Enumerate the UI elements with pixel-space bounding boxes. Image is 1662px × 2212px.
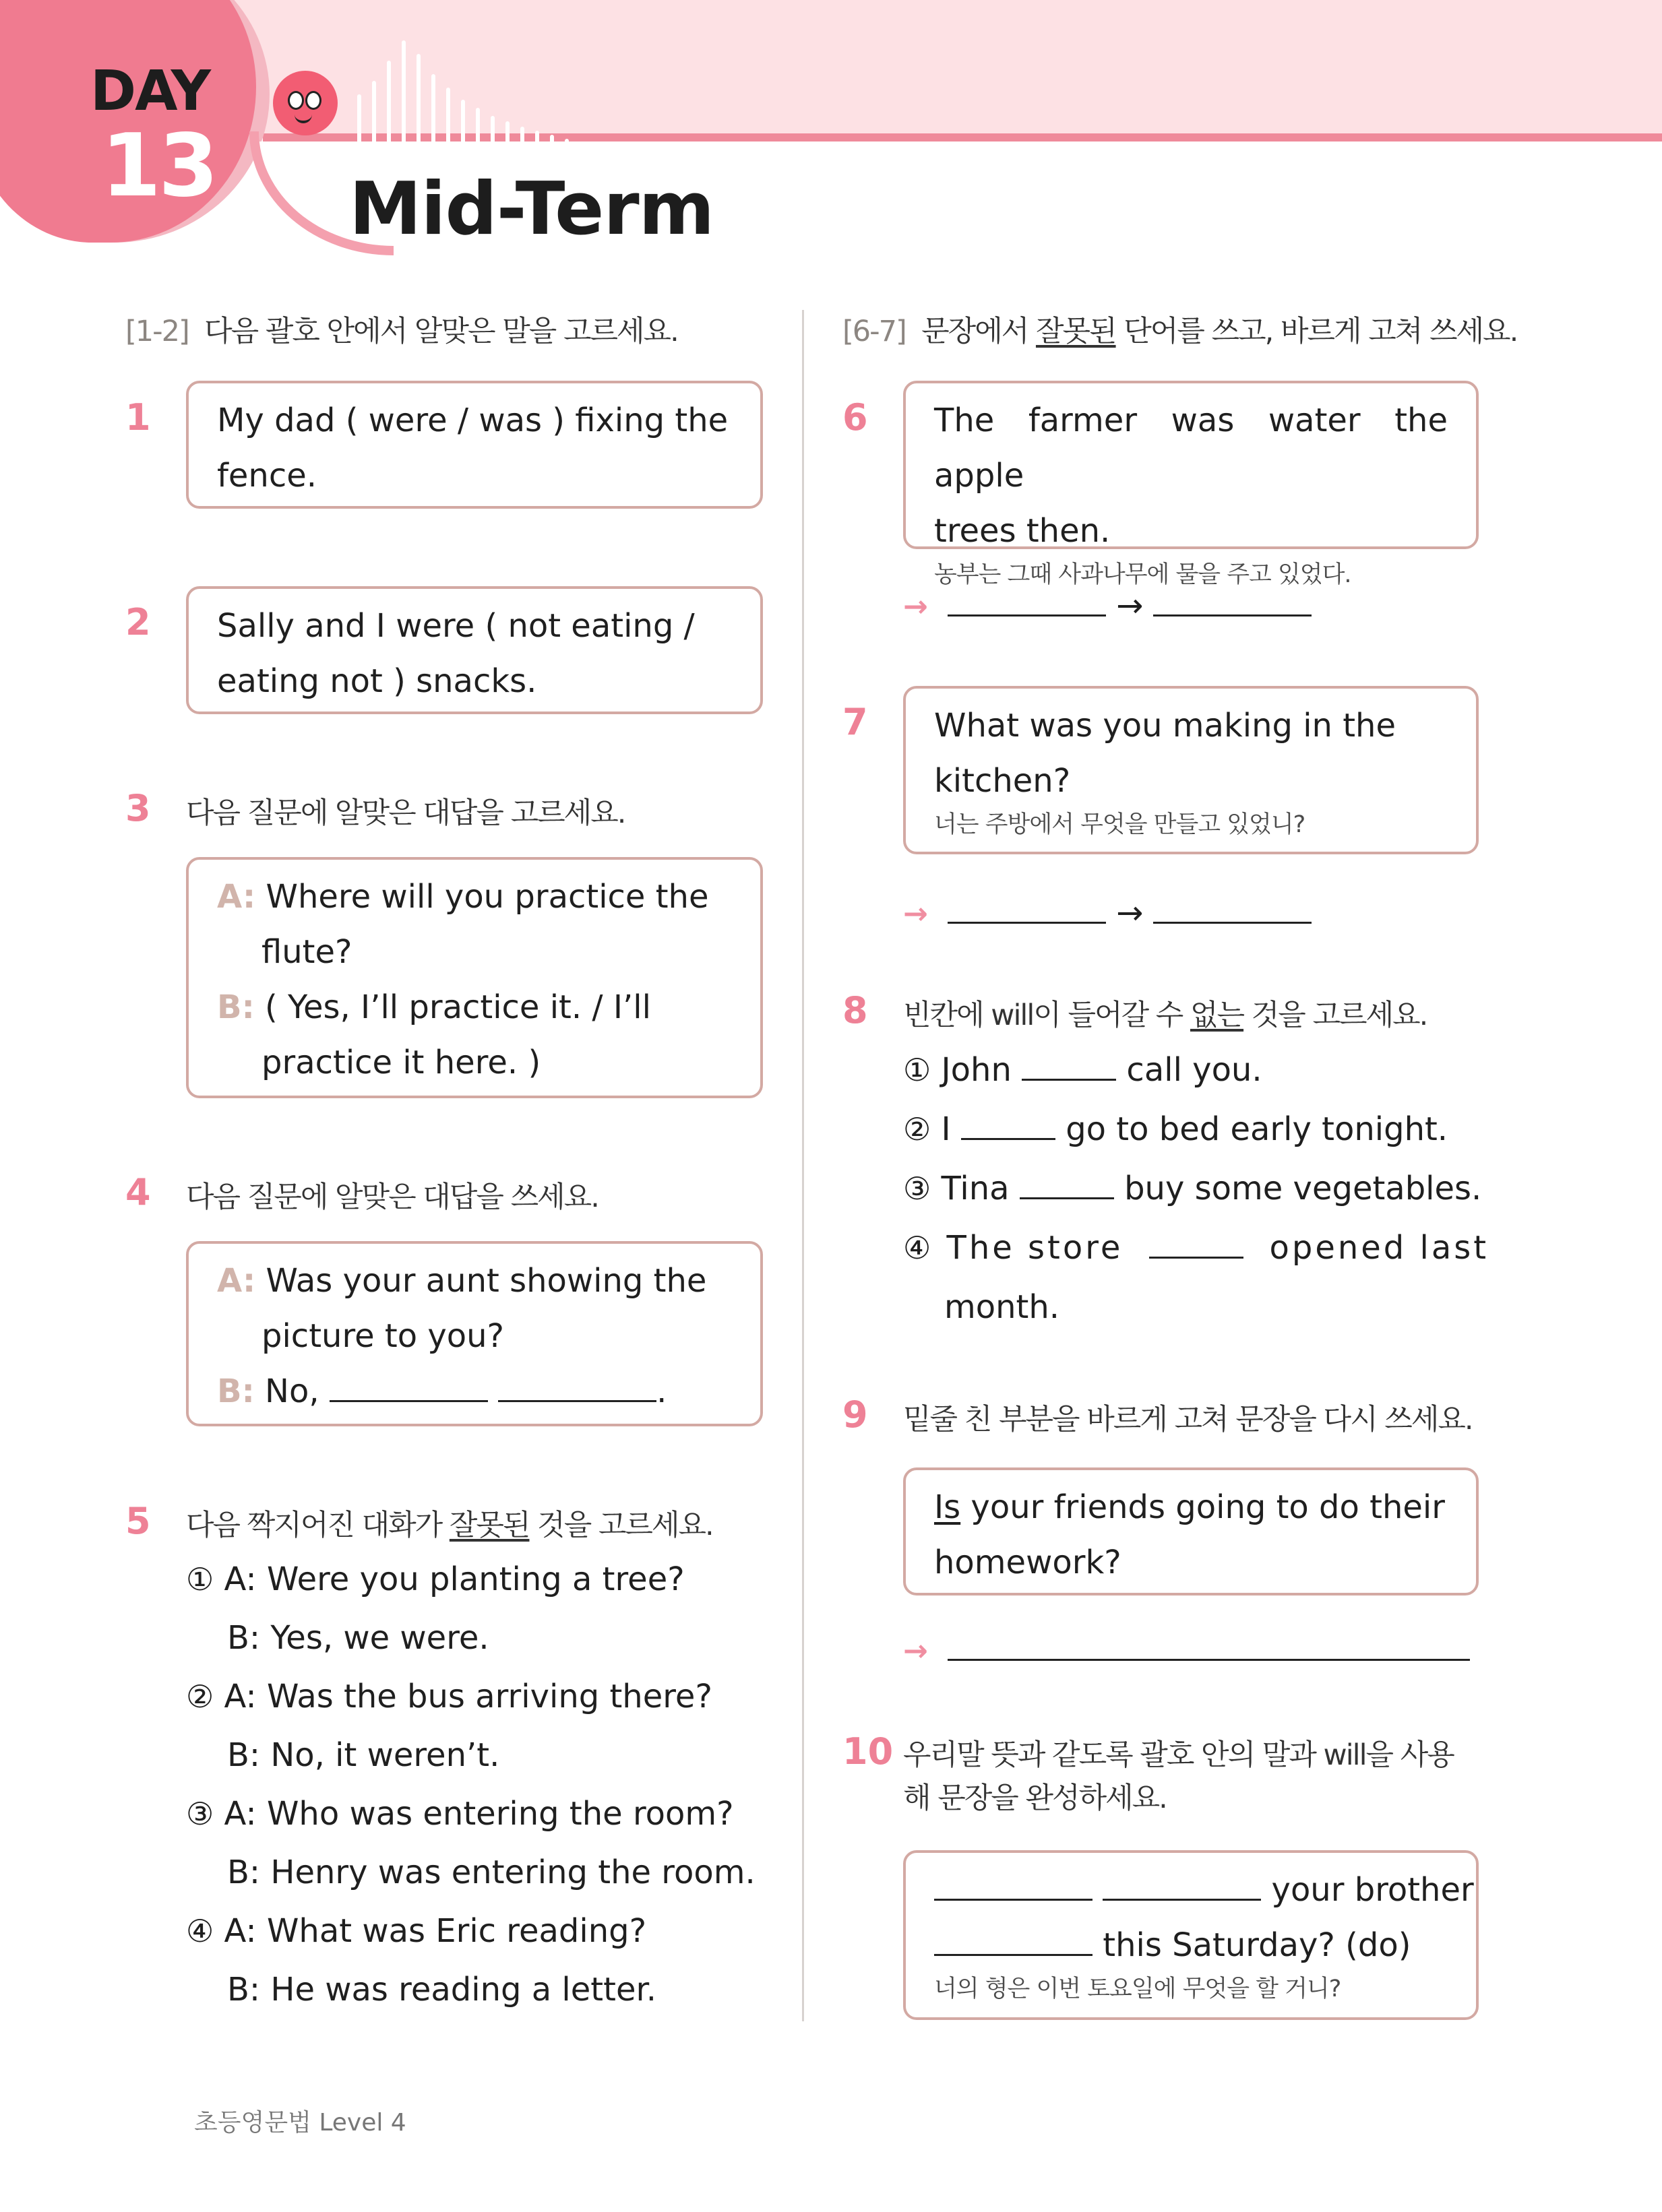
q4-instruction: 다음 질문에 알맞은 대답을 쓰세요. xyxy=(186,1180,598,1214)
q6-line2: trees then. xyxy=(934,512,1111,550)
question-number-10: 10 xyxy=(842,1730,894,1773)
answer-blank[interactable] xyxy=(498,1400,656,1402)
q7-line2: kitchen? xyxy=(934,762,1071,800)
q8-option-3[interactable]: ③ Tina buy some vegetables. xyxy=(903,1170,1482,1207)
q7-line1: What was you making in the xyxy=(934,707,1396,745)
q9-line1: your friends going to do their xyxy=(960,1488,1445,1526)
q2-line2: eating not ) snacks. xyxy=(217,662,537,700)
q9-underlined: Is xyxy=(934,1488,961,1526)
q5-options xyxy=(186,1560,756,2029)
q7-answer-row: → → xyxy=(903,888,1312,932)
q3-a-line1: Where will you practice the xyxy=(266,878,709,916)
instruction-6-7: [6-7] 문장에서 잘못된 단어를 쓰고, 바르게 고쳐 쓰세요. xyxy=(842,315,1518,348)
question-1-box xyxy=(186,381,763,509)
question-9-box xyxy=(903,1467,1479,1595)
speaker-a-label: A: xyxy=(217,878,256,916)
answer-blank[interactable] xyxy=(948,1625,1470,1661)
answer-blank[interactable] xyxy=(1153,888,1312,924)
q5-option-1[interactable]: ① A: Were you planting a tree? xyxy=(186,1560,685,1598)
q1-line1: My dad ( were / was ) fixing the xyxy=(217,402,729,439)
q8-option-2[interactable]: ② I go to bed early tonight. xyxy=(903,1110,1448,1148)
q3-b-line1: ( Yes, I’ll practice it. / I’ll xyxy=(265,988,651,1026)
footer-text: 초등영문법 Level 4 xyxy=(194,2109,406,2137)
answer-blank[interactable] xyxy=(934,1899,1092,1901)
question-4-box: A: Was your aunt showing the picture to you? B: No, . xyxy=(186,1241,763,1426)
q10-line1-end: your brother xyxy=(1271,1871,1474,1909)
question-number-1: 1 xyxy=(125,396,151,439)
question-6-box xyxy=(903,381,1479,588)
q2-line1: Sally and I were ( not eating / xyxy=(217,607,695,645)
q9-answer-row xyxy=(903,1625,1470,1668)
day-number: 13 xyxy=(101,116,216,216)
q5-option-2[interactable]: ② A: Was the bus arriving there? xyxy=(186,1678,712,1715)
speaker-a-label: A: xyxy=(217,1262,256,1300)
q5-option-1-reply: B: Yes, we were. xyxy=(227,1619,489,1657)
q5-option-4[interactable]: ④ A: What was Eric reading? xyxy=(186,1912,647,1950)
q3-instruction: 다음 질문에 알맞은 대답을 고르세요. xyxy=(186,796,625,830)
q4-a-line1: Was your aunt showing the xyxy=(266,1262,707,1300)
arrow-icon: → xyxy=(903,1634,928,1668)
question-number-7: 7 xyxy=(842,701,868,743)
q6-answer-row: → → xyxy=(903,581,1312,625)
question-number-8: 8 xyxy=(842,989,868,1032)
q5-option-4-reply: B: He was reading a letter. xyxy=(227,1971,657,2009)
question-3-box xyxy=(186,857,763,1098)
mascot-eye-icon xyxy=(288,91,304,110)
q5-instruction: 다음 짝지어진 대화가 잘못된 것을 고르세요. xyxy=(186,1509,713,1542)
answer-blank[interactable] xyxy=(1103,1899,1261,1901)
mascot-icon xyxy=(273,71,338,135)
mascot-eye-icon xyxy=(305,91,321,110)
q6-line1: The farmer was water the apple xyxy=(934,402,1448,495)
q10-korean: 너의 형은 이번 토요일에 무엇을 할 거니? xyxy=(934,1976,1341,2002)
answer-blank[interactable] xyxy=(1153,581,1312,617)
q10-line2-end: this Saturday? (do) xyxy=(1103,1926,1411,1964)
question-number-9: 9 xyxy=(842,1393,868,1436)
q10-instruction: 우리말 뜻과 같도록 괄호 안의 말과 will을 사용 해 문장을 완성하세요. xyxy=(903,1738,1454,1815)
q3-b-line2: practice it here. ) xyxy=(261,1044,541,1081)
q8-option-4-cont: month. xyxy=(944,1288,1060,1326)
answer-blank[interactable] xyxy=(934,1954,1092,1956)
q4-b-text: No, xyxy=(265,1372,319,1410)
question-7-box xyxy=(903,686,1479,854)
q4-a-line2: picture to you? xyxy=(261,1317,505,1355)
column-divider xyxy=(802,310,804,2021)
answer-blank[interactable] xyxy=(948,888,1106,924)
q5-option-3[interactable]: ③ A: Who was entering the room? xyxy=(186,1795,734,1833)
answer-blank[interactable] xyxy=(948,581,1106,617)
q8-options xyxy=(903,1051,1489,1348)
q8-option-1[interactable]: ① John call you. xyxy=(903,1051,1262,1089)
arrow-icon: → xyxy=(903,897,928,931)
question-number-4: 4 xyxy=(125,1171,151,1213)
arrow-icon: → xyxy=(903,590,928,624)
question-number-6: 6 xyxy=(842,396,868,439)
instruction-1-2: [1-2] 다음 괄호 안에서 알맞은 말을 고르세요. xyxy=(125,315,678,348)
q8-option-4[interactable]: ④ The store opened last xyxy=(903,1229,1489,1267)
q1-line2: fence. xyxy=(217,457,317,495)
q8-instruction: 빈칸에 will이 들어갈 수 없는 것을 고르세요. xyxy=(903,999,1427,1032)
question-number-5: 5 xyxy=(125,1500,151,1542)
mascot-mouth-icon xyxy=(295,114,312,123)
question-10-box xyxy=(903,1850,1479,2020)
day-label: DAY xyxy=(90,59,210,123)
q5-option-2-reply: B: No, it weren’t. xyxy=(227,1736,500,1774)
answer-blank[interactable] xyxy=(330,1400,488,1402)
q3-a-line2: flute? xyxy=(261,933,352,971)
speaker-b-label: B: xyxy=(217,988,255,1026)
q6-korean: 농부는 그때 사과나무에 물을 주고 있었다. xyxy=(934,561,1351,588)
page-title: Mid-Term xyxy=(349,167,714,251)
header-rule xyxy=(263,133,1662,141)
q5-option-3-reply: B: Henry was entering the room. xyxy=(227,1854,756,1891)
speaker-b-label: B: xyxy=(217,1372,255,1410)
q7-korean: 너는 주방에서 무엇을 만들고 있었니? xyxy=(934,811,1305,838)
q9-line2: homework? xyxy=(934,1544,1121,1581)
question-number-3: 3 xyxy=(125,787,151,829)
q9-instruction: 밑줄 친 부분을 바르게 고쳐 문장을 다시 쓰세요. xyxy=(903,1403,1473,1436)
question-number-2: 2 xyxy=(125,601,151,643)
question-2-box xyxy=(186,586,763,714)
